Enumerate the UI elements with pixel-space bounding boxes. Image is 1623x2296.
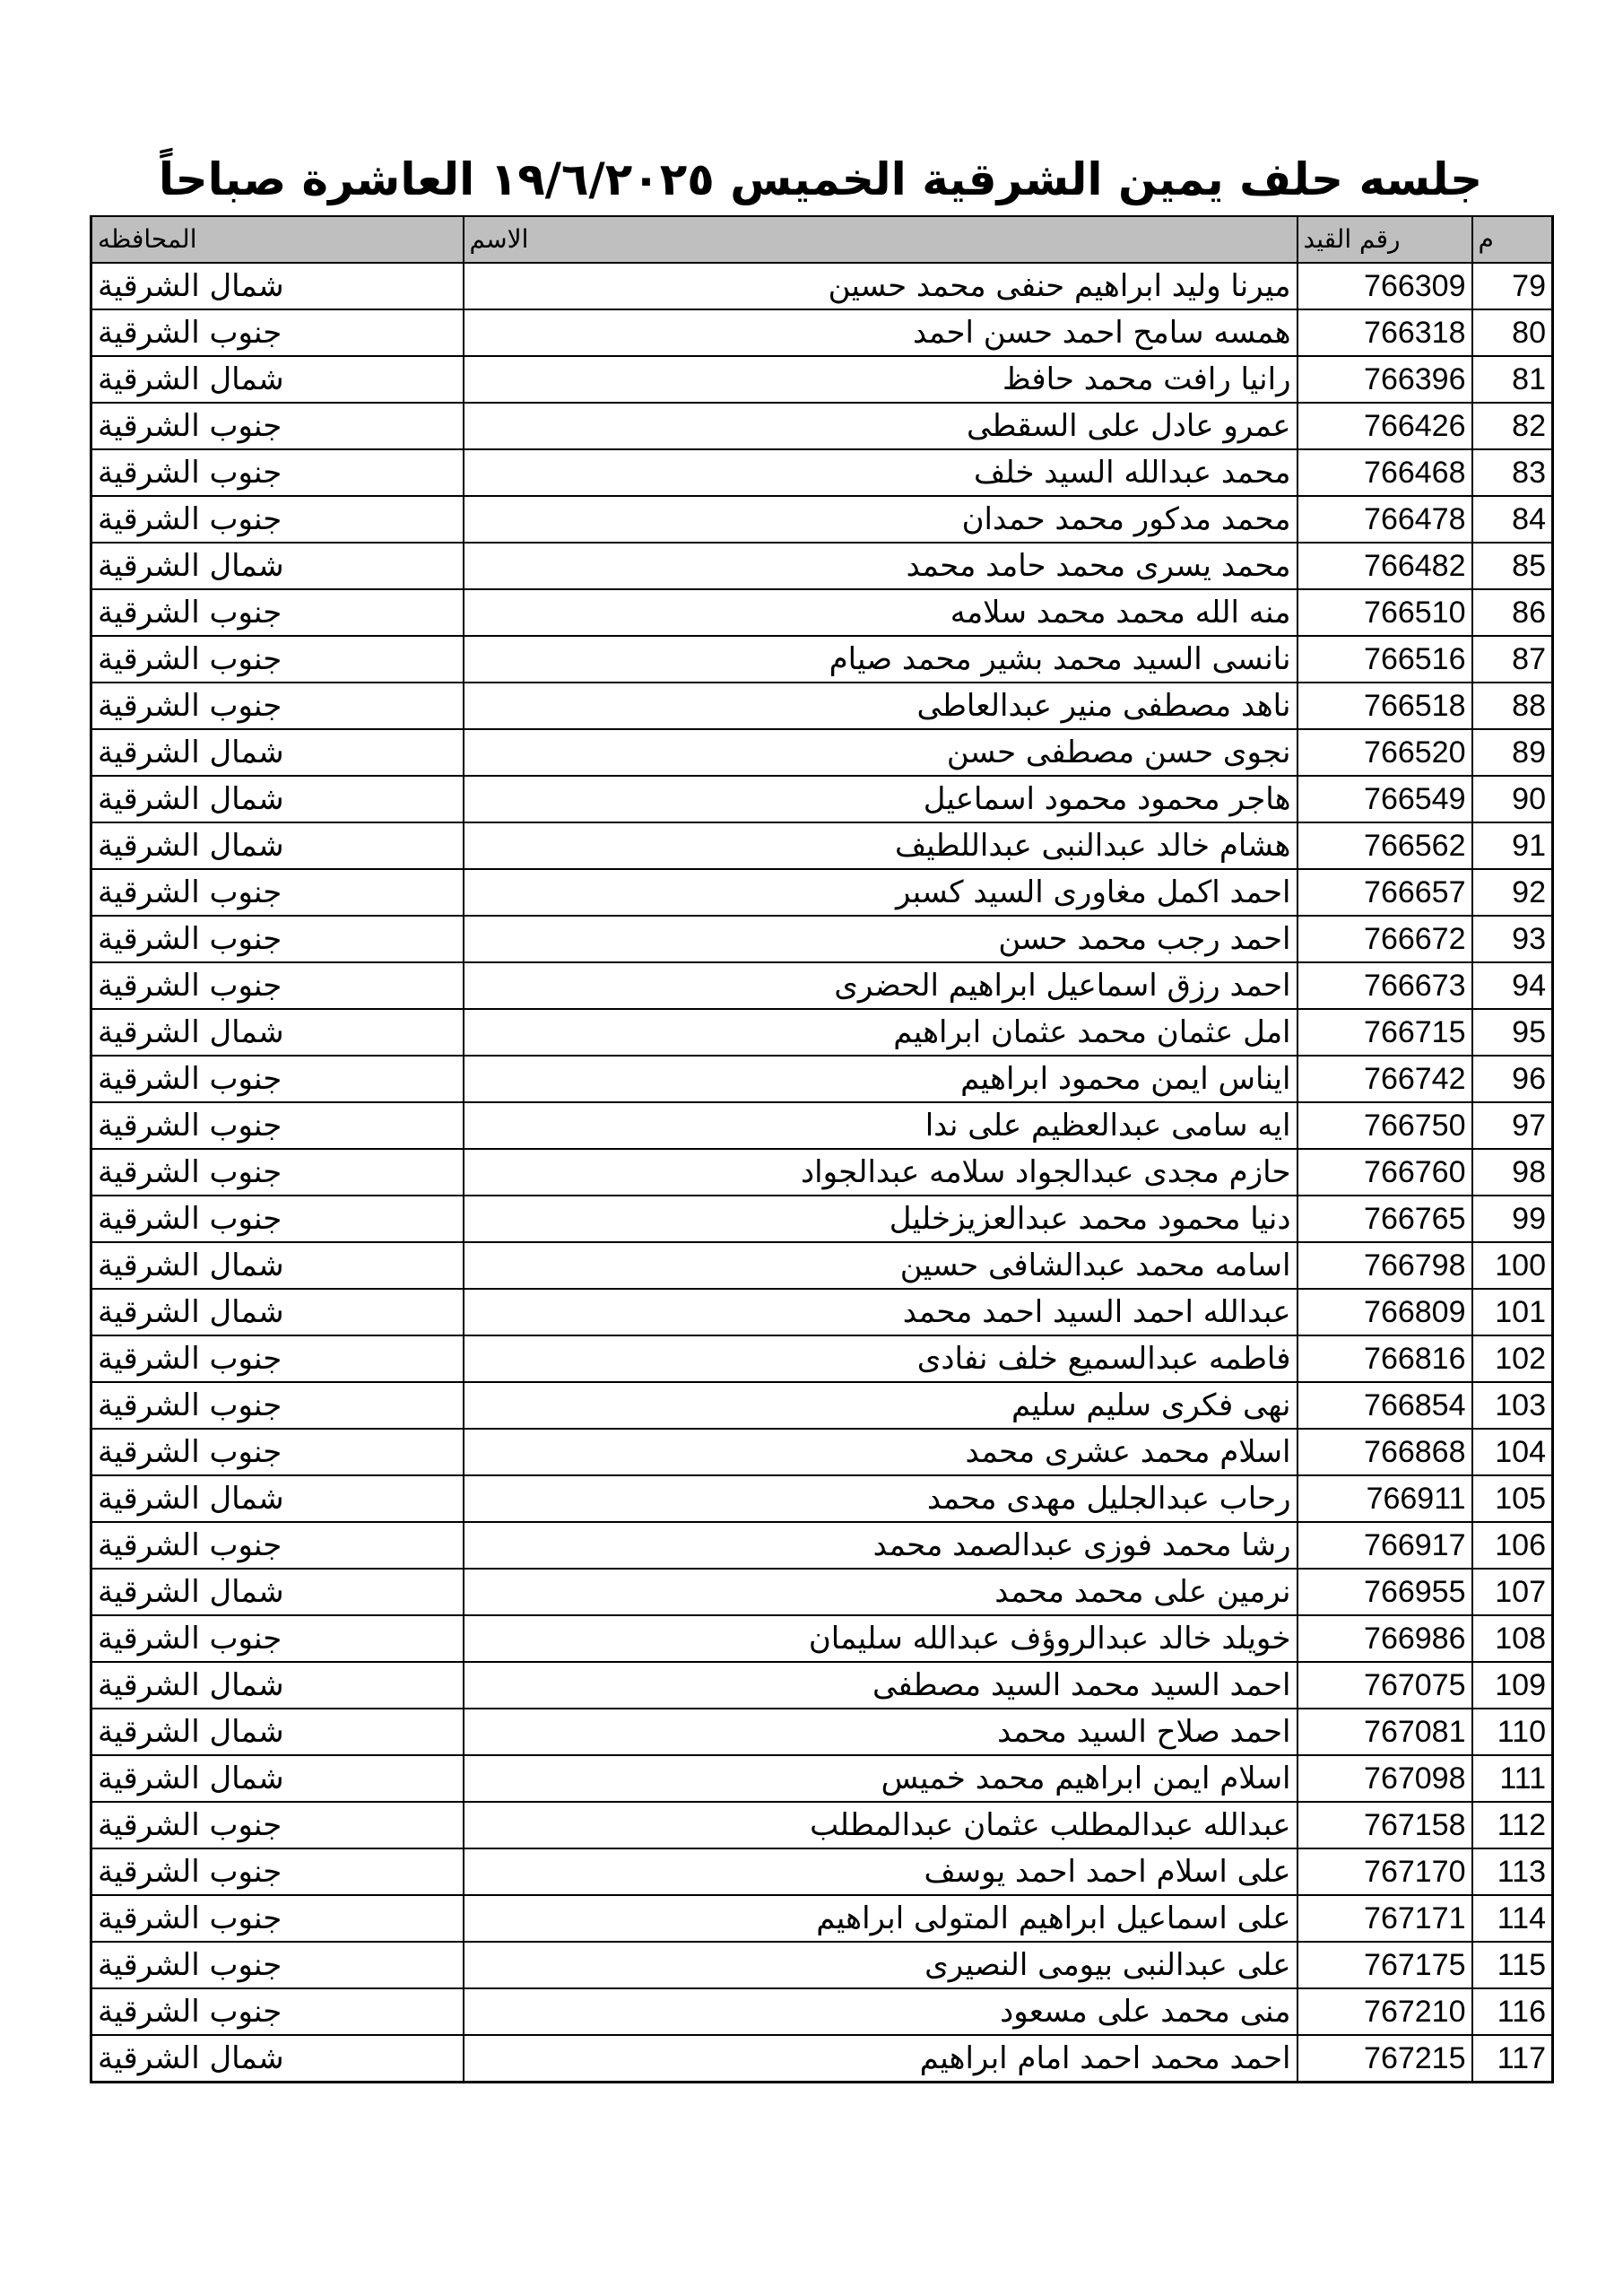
row-governorate: جنوب الشرقية xyxy=(91,1848,464,1895)
row-name: محمد يسرى محمد حامد محمد xyxy=(464,543,1298,589)
row-reg-no: 766986 xyxy=(1298,1615,1472,1662)
row-governorate: جنوب الشرقية xyxy=(91,589,464,636)
table-row xyxy=(91,1382,1553,1429)
row-serial: 94 xyxy=(1472,962,1553,1009)
row-name: عبدالله عبدالمطلب عثمان عبدالمطلب xyxy=(464,1802,1298,1848)
table-row xyxy=(91,1988,1553,2035)
row-name: نرمين على محمد محمد xyxy=(464,1569,1298,1615)
row-name: منه الله محمد محمد سلامه xyxy=(464,589,1298,636)
row-serial: 84 xyxy=(1472,496,1553,543)
row-governorate: شمال الشرقية xyxy=(91,356,464,403)
table-row xyxy=(91,1942,1553,1988)
row-governorate: جنوب الشرقية xyxy=(91,916,464,962)
row-governorate: جنوب الشرقية xyxy=(91,1522,464,1569)
row-serial: 111 xyxy=(1472,1755,1553,1802)
row-name: امل عثمان محمد عثمان ابراهيم xyxy=(464,1009,1298,1056)
row-serial: 103 xyxy=(1472,1382,1553,1429)
row-serial: 102 xyxy=(1472,1335,1553,1382)
table-row xyxy=(91,916,1553,962)
row-name: اسامه محمد عبدالشافى حسين xyxy=(464,1242,1298,1289)
row-governorate: شمال الشرقية xyxy=(91,1662,464,1709)
row-serial: 108 xyxy=(1472,1615,1553,1662)
row-serial: 99 xyxy=(1472,1196,1553,1242)
row-governorate: جنوب الشرقية xyxy=(91,1102,464,1149)
row-name: هشام خالد عبدالنبى عبداللطيف xyxy=(464,822,1298,869)
row-name: احمد صلاح السيد محمد xyxy=(464,1709,1298,1755)
row-reg-no: 767175 xyxy=(1298,1942,1472,1988)
row-reg-no: 766750 xyxy=(1298,1102,1472,1149)
row-name: همسه سامح احمد حسن احمد xyxy=(464,309,1298,356)
page-title: جلسه حلف يمين الشرقية الخميس ١٩/٦/٢٠٢٥ العاشرة صباحاً xyxy=(158,153,1483,205)
table-row xyxy=(91,1475,1553,1522)
table-row xyxy=(91,589,1553,636)
row-name: احمد رزق اسماعيل ابراهيم الحضرى xyxy=(464,962,1298,1009)
row-serial: 105 xyxy=(1472,1475,1553,1522)
row-serial: 80 xyxy=(1472,309,1553,356)
table-row xyxy=(91,1289,1553,1335)
table-row xyxy=(91,309,1553,356)
row-name: محمد عبدالله السيد خلف xyxy=(464,449,1298,496)
row-serial: 89 xyxy=(1472,729,1553,776)
table-row xyxy=(91,962,1553,1009)
row-reg-no: 766309 xyxy=(1298,263,1472,309)
row-governorate: شمال الشرقية xyxy=(91,1242,464,1289)
row-name: على اسماعيل ابراهيم المتولى ابراهيم xyxy=(464,1895,1298,1942)
row-governorate: شمال الشرقية xyxy=(91,1289,464,1335)
row-serial: 98 xyxy=(1472,1149,1553,1196)
row-governorate: شمال الشرقية xyxy=(91,822,464,869)
row-name: نانسى السيد محمد بشير محمد صيام xyxy=(464,636,1298,683)
table-row xyxy=(91,543,1553,589)
row-name: منى محمد على مسعود xyxy=(464,1988,1298,2035)
row-serial: 83 xyxy=(1472,449,1553,496)
row-reg-no: 766426 xyxy=(1298,403,1472,449)
row-governorate: جنوب الشرقية xyxy=(91,1895,464,1942)
row-serial: 112 xyxy=(1472,1802,1553,1848)
row-serial: 87 xyxy=(1472,636,1553,683)
row-serial: 97 xyxy=(1472,1102,1553,1149)
row-governorate: شمال الشرقية xyxy=(91,776,464,822)
table-row xyxy=(91,1802,1553,1848)
row-governorate: جنوب الشرقية xyxy=(91,683,464,729)
row-reg-no: 767081 xyxy=(1298,1709,1472,1755)
row-governorate: جنوب الشرقية xyxy=(91,962,464,1009)
table-row xyxy=(91,1522,1553,1569)
row-reg-no: 766657 xyxy=(1298,869,1472,916)
row-governorate: جنوب الشرقية xyxy=(91,636,464,683)
table-row xyxy=(91,356,1553,403)
row-reg-no: 766765 xyxy=(1298,1196,1472,1242)
row-governorate: جنوب الشرقية xyxy=(91,1942,464,1988)
row-governorate: شمال الشرقية xyxy=(91,1755,464,1802)
row-reg-no: 767215 xyxy=(1298,2035,1472,2083)
row-reg-no: 766318 xyxy=(1298,309,1472,356)
row-governorate: جنوب الشرقية xyxy=(91,1382,464,1429)
row-governorate: شمال الشرقية xyxy=(91,1709,464,1755)
row-reg-no: 766482 xyxy=(1298,543,1472,589)
row-reg-no: 766809 xyxy=(1298,1289,1472,1335)
table-row xyxy=(91,1615,1553,1662)
table-header-row xyxy=(91,216,1553,263)
row-serial: 82 xyxy=(1472,403,1553,449)
table-row xyxy=(91,403,1553,449)
header-governorate: المحافظه xyxy=(91,216,464,263)
row-reg-no: 767158 xyxy=(1298,1802,1472,1848)
table-row xyxy=(91,683,1553,729)
row-name: اسلام ايمن ابراهيم محمد خميس xyxy=(464,1755,1298,1802)
row-name: ايه سامى عبدالعظيم على ندا xyxy=(464,1102,1298,1149)
table-row xyxy=(91,1429,1553,1475)
row-governorate: جنوب الشرقية xyxy=(91,403,464,449)
row-serial: 96 xyxy=(1472,1056,1553,1102)
row-reg-no: 766396 xyxy=(1298,356,1472,403)
table-row xyxy=(91,776,1553,822)
row-serial: 113 xyxy=(1472,1848,1553,1895)
table-row xyxy=(91,729,1553,776)
table-row xyxy=(91,869,1553,916)
row-reg-no: 766868 xyxy=(1298,1429,1472,1475)
row-governorate: شمال الشرقية xyxy=(91,729,464,776)
row-governorate: شمال الشرقية xyxy=(91,263,464,309)
row-reg-no: 766673 xyxy=(1298,962,1472,1009)
row-name: ميرنا وليد ابراهيم حنفى محمد حسين xyxy=(464,263,1298,309)
row-reg-no: 766955 xyxy=(1298,1569,1472,1615)
table-row xyxy=(91,1662,1553,1709)
row-name: هاجر محمود محمود اسماعيل xyxy=(464,776,1298,822)
row-serial: 85 xyxy=(1472,543,1553,589)
row-serial: 115 xyxy=(1472,1942,1553,1988)
row-name: فاطمه عبدالسميع خلف نفادى xyxy=(464,1335,1298,1382)
row-governorate: جنوب الشرقية xyxy=(91,1988,464,2035)
row-name: اسلام محمد عشرى محمد xyxy=(464,1429,1298,1475)
row-governorate: شمال الشرقية xyxy=(91,1009,464,1056)
table-row xyxy=(91,496,1553,543)
row-serial: 117 xyxy=(1472,2035,1553,2083)
row-reg-no: 767171 xyxy=(1298,1895,1472,1942)
table-row xyxy=(91,263,1553,309)
row-governorate: جنوب الشرقية xyxy=(91,1429,464,1475)
row-name: عمرو عادل على السقطى xyxy=(464,403,1298,449)
table-row xyxy=(91,1009,1553,1056)
row-reg-no: 766760 xyxy=(1298,1149,1472,1196)
row-serial: 81 xyxy=(1472,356,1553,403)
table-row xyxy=(91,1102,1553,1149)
row-name: عبدالله احمد السيد احمد محمد xyxy=(464,1289,1298,1335)
row-reg-no: 766911 xyxy=(1298,1475,1472,1522)
row-serial: 95 xyxy=(1472,1009,1553,1056)
row-reg-no: 766854 xyxy=(1298,1382,1472,1429)
row-reg-no: 766917 xyxy=(1298,1522,1472,1569)
row-reg-no: 767075 xyxy=(1298,1662,1472,1709)
row-reg-no: 766742 xyxy=(1298,1056,1472,1102)
row-serial: 86 xyxy=(1472,589,1553,636)
row-reg-no: 766478 xyxy=(1298,496,1472,543)
row-serial: 106 xyxy=(1472,1522,1553,1569)
table-body xyxy=(91,263,1553,2083)
row-governorate: جنوب الشرقية xyxy=(91,869,464,916)
row-serial: 104 xyxy=(1472,1429,1553,1475)
row-reg-no: 766562 xyxy=(1298,822,1472,869)
row-governorate: جنوب الشرقية xyxy=(91,1335,464,1382)
table-row xyxy=(91,1895,1553,1942)
table-row xyxy=(91,1755,1553,1802)
row-governorate: جنوب الشرقية xyxy=(91,1056,464,1102)
row-reg-no: 767210 xyxy=(1298,1988,1472,2035)
row-name: ناهد مصطفى منير عبدالعاطى xyxy=(464,683,1298,729)
row-serial: 114 xyxy=(1472,1895,1553,1942)
table-row xyxy=(91,2035,1553,2083)
row-name: ايناس ايمن محمود ابراهيم xyxy=(464,1056,1298,1102)
row-name: رحاب عبدالجليل مهدى محمد xyxy=(464,1475,1298,1522)
row-serial: 90 xyxy=(1472,776,1553,822)
table-row xyxy=(91,1056,1553,1102)
row-governorate: شمال الشرقية xyxy=(91,1475,464,1522)
row-serial: 93 xyxy=(1472,916,1553,962)
row-reg-no: 767170 xyxy=(1298,1848,1472,1895)
row-serial: 91 xyxy=(1472,822,1553,869)
table-row xyxy=(91,636,1553,683)
table-row xyxy=(91,1709,1553,1755)
row-serial: 109 xyxy=(1472,1662,1553,1709)
table-row xyxy=(91,1569,1553,1615)
row-name: على اسلام احمد احمد يوسف xyxy=(464,1848,1298,1895)
row-reg-no: 766518 xyxy=(1298,683,1472,729)
row-serial: 116 xyxy=(1472,1988,1553,2035)
table-row xyxy=(91,822,1553,869)
table-row xyxy=(91,449,1553,496)
row-reg-no: 766798 xyxy=(1298,1242,1472,1289)
roster-table xyxy=(90,215,1554,2083)
table-row xyxy=(91,1335,1553,1382)
row-reg-no: 766549 xyxy=(1298,776,1472,822)
row-governorate: شمال الشرقية xyxy=(91,2035,464,2083)
row-reg-no: 766516 xyxy=(1298,636,1472,683)
table-row xyxy=(91,1242,1553,1289)
row-governorate: جنوب الشرقية xyxy=(91,1196,464,1242)
row-name: رشا محمد فوزى عبدالصمد محمد xyxy=(464,1522,1298,1569)
row-governorate: جنوب الشرقية xyxy=(91,1802,464,1848)
row-name: احمد رجب محمد حسن xyxy=(464,916,1298,962)
row-name: احمد محمد احمد امام ابراهيم xyxy=(464,2035,1298,2083)
row-name: دنيا محمود محمد عبدالعزيزخليل xyxy=(464,1196,1298,1242)
row-name: على عبدالنبى بيومى النصيرى xyxy=(464,1942,1298,1988)
row-name: خويلد خالد عبدالروؤف عبدالله سليمان xyxy=(464,1615,1298,1662)
row-governorate: شمال الشرقية xyxy=(91,1569,464,1615)
row-name: محمد مدكور محمد حمدان xyxy=(464,496,1298,543)
row-reg-no: 766510 xyxy=(1298,589,1472,636)
table-row xyxy=(91,1149,1553,1196)
row-governorate: شمال الشرقية xyxy=(91,543,464,589)
row-name: نجوى حسن مصطفى حسن xyxy=(464,729,1298,776)
row-name: احمد اكمل مغاورى السيد كسبر xyxy=(464,869,1298,916)
row-serial: 110 xyxy=(1472,1709,1553,1755)
table-row xyxy=(91,1848,1553,1895)
row-name: نهى فكرى سليم سليم xyxy=(464,1382,1298,1429)
row-reg-no: 766468 xyxy=(1298,449,1472,496)
row-governorate: جنوب الشرقية xyxy=(91,496,464,543)
row-governorate: جنوب الشرقية xyxy=(91,449,464,496)
table-row xyxy=(91,1196,1553,1242)
row-serial: 79 xyxy=(1472,263,1553,309)
row-serial: 107 xyxy=(1472,1569,1553,1615)
row-reg-no: 766816 xyxy=(1298,1335,1472,1382)
header-name: الاسم xyxy=(464,216,1298,263)
row-reg-no: 766715 xyxy=(1298,1009,1472,1056)
row-serial: 92 xyxy=(1472,869,1553,916)
row-reg-no: 766520 xyxy=(1298,729,1472,776)
row-reg-no: 767098 xyxy=(1298,1755,1472,1802)
row-governorate: جنوب الشرقية xyxy=(91,1615,464,1662)
header-reg-no: رقم القيد xyxy=(1298,216,1472,263)
row-serial: 88 xyxy=(1472,683,1553,729)
row-name: احمد السيد محمد السيد مصطفى xyxy=(464,1662,1298,1709)
row-governorate: جنوب الشرقية xyxy=(91,1149,464,1196)
row-serial: 101 xyxy=(1472,1289,1553,1335)
row-name: حازم مجدى عبدالجواد سلامه عبدالجواد xyxy=(464,1149,1298,1196)
row-name: رانيا رافت محمد حافظ xyxy=(464,356,1298,403)
row-reg-no: 766672 xyxy=(1298,916,1472,962)
row-serial: 100 xyxy=(1472,1242,1553,1289)
header-serial: م xyxy=(1472,216,1553,263)
row-governorate: جنوب الشرقية xyxy=(91,309,464,356)
